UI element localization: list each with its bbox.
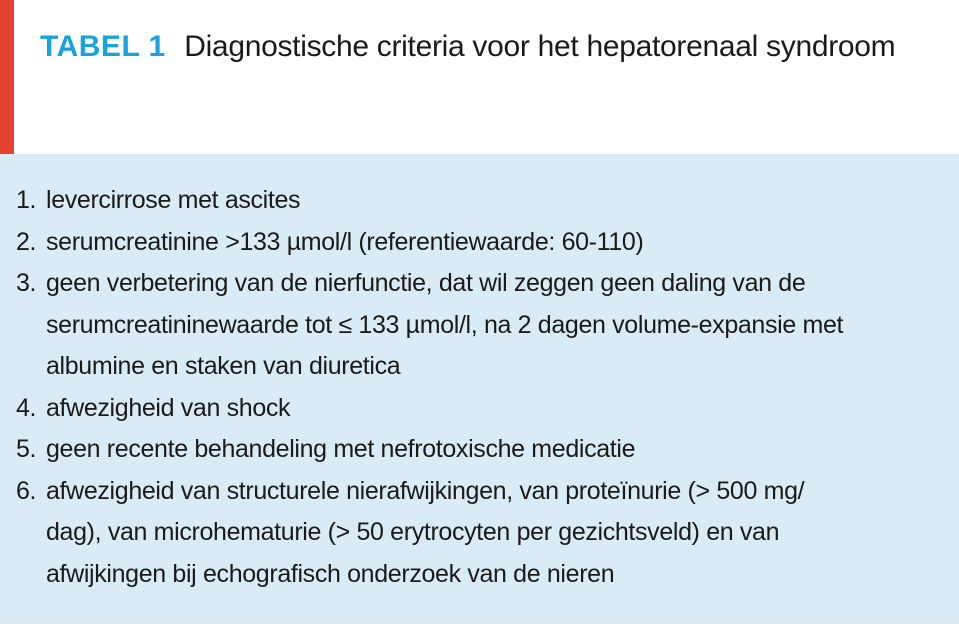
criteria-line: afwezigheid van shock — [46, 393, 291, 422]
criteria-number: 2. — [16, 227, 37, 256]
criteria-item — [16, 180, 946, 222]
criteria-line: serumcreatinine >133 µmol/l (referentiewaarde: 60-110) — [46, 227, 644, 256]
criteria-number: 3. — [16, 269, 37, 297]
criteria-item — [16, 222, 946, 264]
criteria-text — [46, 222, 946, 264]
table-header — [40, 30, 895, 64]
criteria-text — [46, 429, 946, 471]
criteria-item — [16, 263, 946, 388]
criteria-line: serumcreatininewaarde tot ≤ 133 µmol/l, na 2 dagen volume-expansie met — [46, 310, 844, 339]
criteria-line: afwijkingen bij echografisch onderzoek van de nieren — [46, 559, 615, 588]
criteria-list — [16, 180, 946, 595]
criteria-text — [46, 471, 946, 596]
table-label: TABEL 1 — [40, 30, 166, 63]
criteria-line: dag), van microhematurie (> 50 erytrocyten per gezichtsveld) en van — [46, 518, 780, 546]
criteria-line: afwezigheid van structurele nierafwijkingen, van proteïnurie (> 500 mg/ — [46, 476, 805, 505]
criteria-number: 4. — [16, 393, 37, 422]
accent-bar — [0, 0, 14, 154]
criteria-line: albumine en staken van diuretica — [46, 352, 401, 380]
criteria-panel — [0, 154, 959, 624]
criteria-item — [16, 429, 946, 471]
table-title: Diagnostische criteria voor het hepatorenaal syndroom — [184, 30, 896, 63]
criteria-text — [46, 388, 946, 430]
criteria-item — [16, 471, 946, 596]
criteria-number: 5. — [16, 435, 37, 463]
criteria-text — [46, 180, 946, 222]
criteria-text — [46, 263, 946, 388]
criteria-line: levercirrose met ascites — [46, 186, 301, 214]
criteria-item — [16, 388, 946, 430]
criteria-number: 1. — [16, 186, 37, 214]
criteria-line: geen verbetering van de nierfunctie, dat wil zeggen geen daling van de — [46, 269, 806, 297]
criteria-line: geen recente behandeling met nefrotoxische medicatie — [46, 435, 636, 463]
criteria-number: 6. — [16, 476, 37, 505]
